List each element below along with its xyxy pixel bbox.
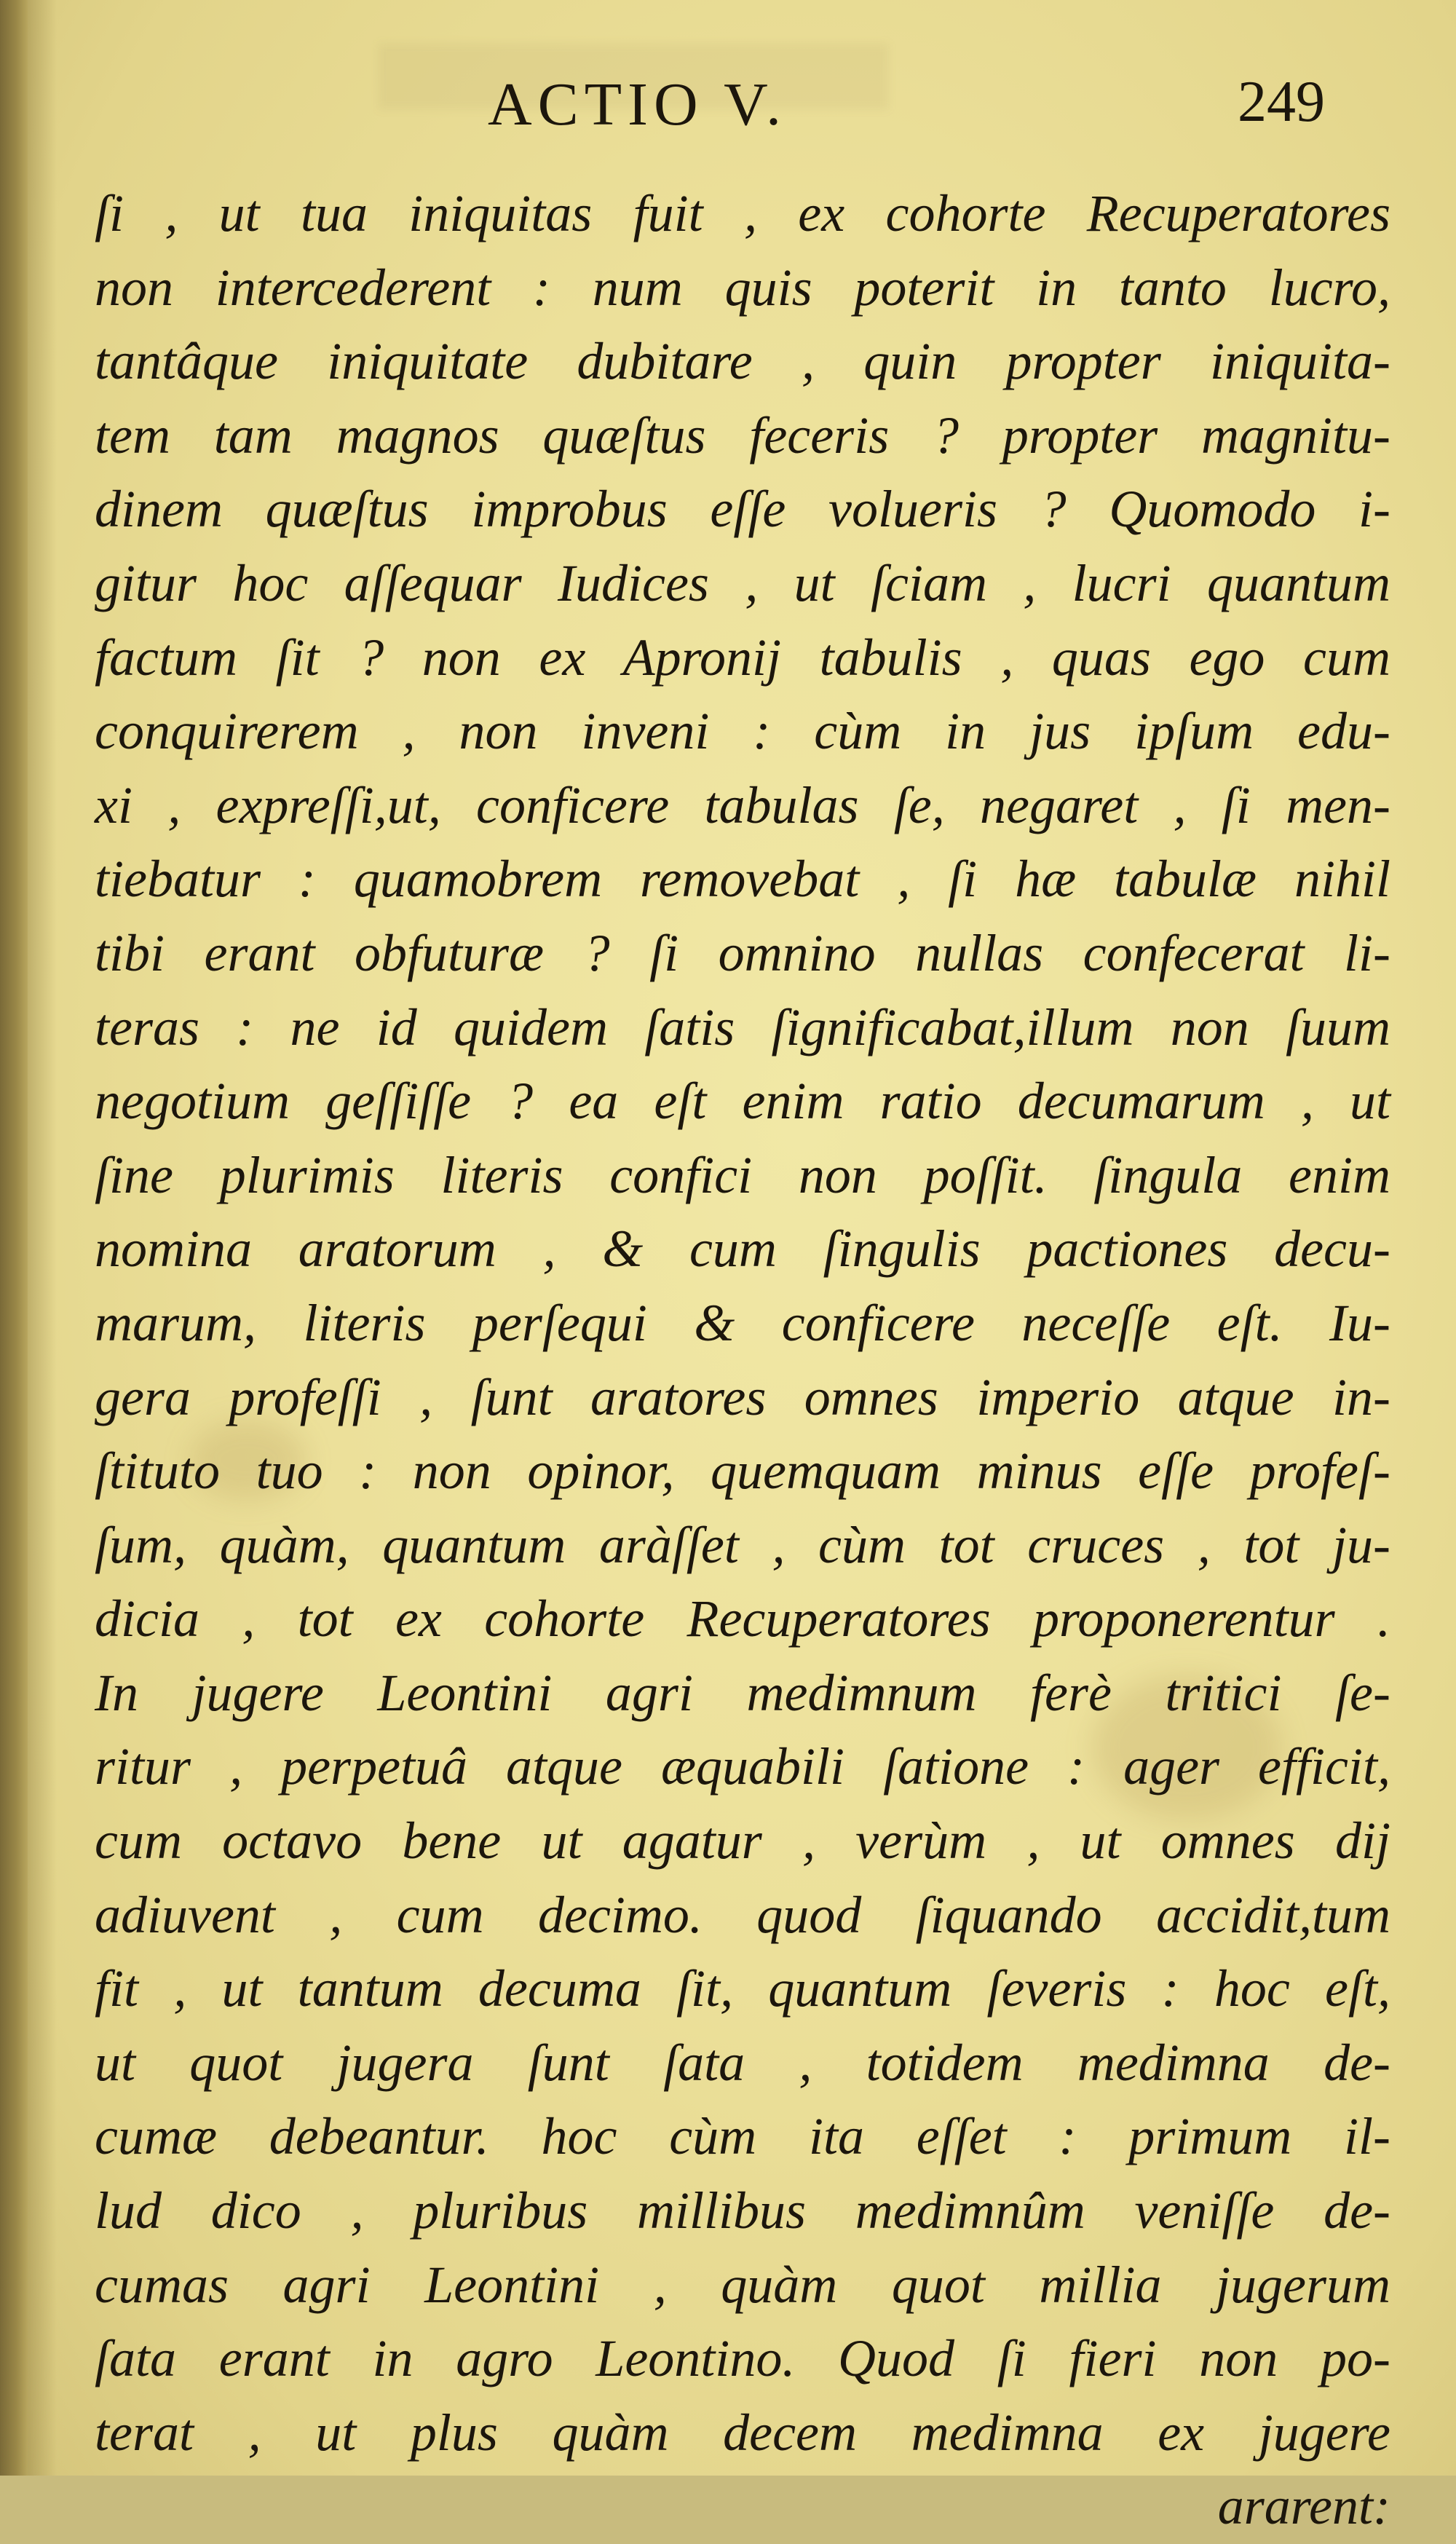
text-line: factum ſit ? non ex Apronij tabulis , quas ego cum — [95, 628, 1390, 687]
text-line: adiuvent , cum decimo. quod ſiquando accidit,tum — [95, 1885, 1390, 1944]
text-line: ſine plurimis literis confici non poſſit. ſingula enim — [95, 1145, 1390, 1204]
text-line: xi , expreſſi,ut, conficere tabulas ſe, negaret , ſi men- — [95, 775, 1390, 834]
gutter-shadow — [28, 0, 57, 2476]
binding-gutter — [0, 0, 28, 2476]
text-line: marum, literis perſequi & conficere neceſſe eſt. Iu- — [95, 1293, 1390, 1352]
text-line: fit , ut tantum decuma ſit, quantum ſeveris : hoc eſt, — [95, 1959, 1390, 2018]
text-line: dicia , tot ex cohorte Recuperatores proponerentur . — [95, 1589, 1390, 1648]
text-line: cum octavo bene ut agatur , verùm , ut omnes dij — [95, 1812, 1390, 1871]
running-head: ACTIO V. — [488, 71, 787, 138]
text-line: non intercederent : num quis poterit in tanto lucro, — [95, 258, 1390, 317]
text-line: cumæ debeantur. hoc cùm ita eſſet : primum il- — [95, 2107, 1390, 2166]
text-line: ſi , ut tua iniquitas fuit , ex cohorte Recuperatores — [95, 184, 1390, 242]
text-line: nomina aratorum , & cum ſingulis pactiones decu- — [95, 1220, 1390, 1279]
text-line: tem tam magnos quæſtus feceris ? propter magnitu- — [95, 406, 1390, 465]
text-line: negotium geſſiſſe ? ea eſt enim ratio decumarum , ut — [95, 1072, 1390, 1131]
body-text — [95, 177, 1390, 2544]
text-line: lud dico , pluribus millibus medimnûm veniſſe de- — [95, 2181, 1390, 2240]
catchword: ararent: — [1217, 2477, 1390, 2536]
text-line: ritur , perpetuâ atque æquabili ſatione : ager efficit, — [95, 1737, 1390, 1796]
text-line: In jugere Leontini agri medimnum ferè tritici ſe- — [95, 1663, 1390, 1722]
text-line: teras : ne id quidem ſatis ſignificabat,illum non ſuum — [95, 998, 1390, 1056]
text-line: gitur hoc aſſequar Iudices , ut ſciam , lucri quantum — [95, 553, 1390, 612]
text-line: dinem quæſtus improbus eſſe volueris ? Quomodo i- — [95, 480, 1390, 539]
page-number: 249 — [1238, 70, 1325, 134]
text-line: tibi erant obfuturæ ? ſi omnino nullas confecerat li- — [95, 923, 1390, 982]
text-line: tantâque iniquitate dubitare , quin propter iniquita- — [95, 332, 1390, 391]
text-line: ſum, quàm, quantum aràſſet , cùm tot cruces , tot ju- — [95, 1515, 1390, 1574]
text-line: ſtituto tuo : non opinor, quemquam minus eſſe profeſ- — [95, 1442, 1390, 1501]
text-line: gera profeſſi , ſunt aratores omnes imperio atque in- — [95, 1367, 1390, 1426]
text-line: cumas agri Leontini , quàm quot millia jugerum — [95, 2255, 1390, 2314]
text-line: tiebatur : quamobrem removebat , ſi hæ tabulæ nihil — [95, 850, 1390, 909]
page-header — [0, 69, 1456, 149]
text-line: conquirerem , non inveni : cùm in jus ipſum edu- — [95, 702, 1390, 761]
text-line: terat , ut plus quàm decem medimna ex jugere — [95, 2403, 1390, 2462]
text-line: ut quot jugera ſunt ſata , totidem medimna de- — [95, 2033, 1390, 2092]
text-line: ſata erant in agro Leontino. Quod ſi fieri non po- — [95, 2329, 1390, 2388]
